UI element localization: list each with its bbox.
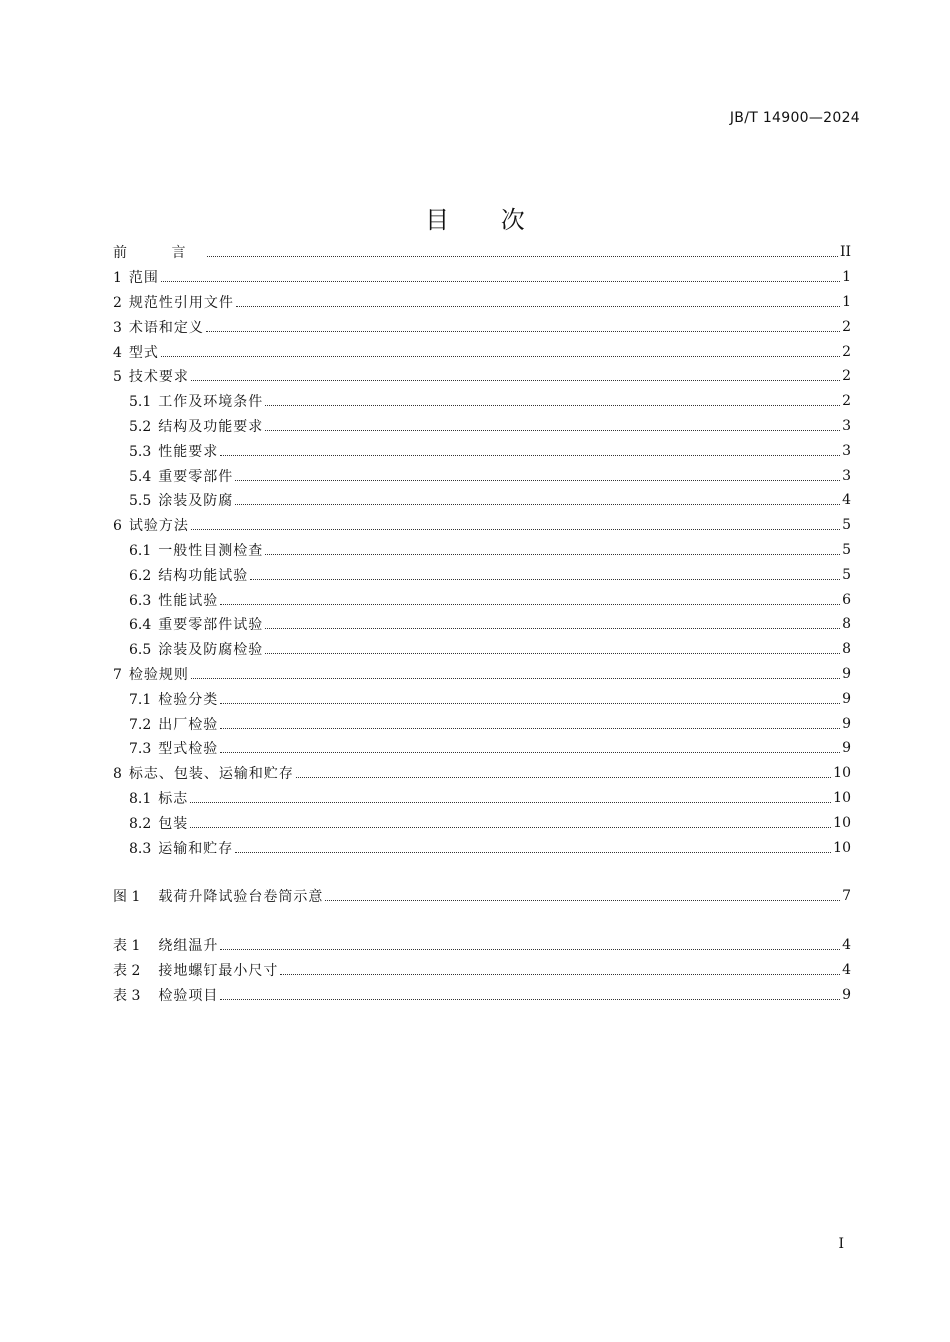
- toc-entry-text: 术语和定义: [128, 319, 204, 336]
- section-gap: [113, 860, 851, 884]
- toc-entry-text: 型式检验: [158, 741, 219, 758]
- toc-entry-number: 6.4: [129, 617, 152, 634]
- toc-entry-page: 2: [842, 318, 851, 335]
- dot-leader: [190, 793, 831, 803]
- toc-entry-label: [129, 540, 263, 560]
- toc-entry-number: 6: [113, 518, 122, 535]
- toc-entry-number: 8.3: [129, 840, 152, 857]
- toc-entry[interactable]: [113, 786, 851, 811]
- toc-entry-page: 4: [842, 492, 851, 509]
- toc-entry-text: 标志、包装、运输和贮存: [128, 766, 294, 783]
- page-number: I: [838, 1236, 844, 1252]
- toc-entry[interactable]: [113, 958, 851, 983]
- dot-leader: [220, 694, 840, 704]
- dot-leader: [265, 396, 840, 406]
- toc-entry-page: 8: [842, 616, 851, 633]
- dot-leader: [280, 965, 840, 975]
- toc-entry-label: [113, 515, 189, 535]
- standard-code: JB/T 14900—2024: [729, 110, 860, 126]
- toc-entry-number: 5.5: [129, 493, 152, 510]
- toc-entry[interactable]: [113, 364, 851, 389]
- toc-entry-number: 6.1: [129, 542, 152, 559]
- dot-leader: [220, 719, 840, 729]
- toc-entry-text: 结构功能试验: [158, 567, 249, 584]
- toc-entry[interactable]: [113, 612, 851, 637]
- toc-entry[interactable]: [113, 265, 851, 290]
- toc-entry[interactable]: [113, 538, 851, 563]
- toc-entry-text: 出厂检验: [158, 716, 219, 733]
- dot-leader: [220, 743, 840, 753]
- dot-leader: [220, 446, 840, 456]
- toc-entry[interactable]: [113, 290, 851, 315]
- toc-entry[interactable]: [113, 736, 851, 761]
- toc-entry-page: 9: [842, 740, 851, 757]
- toc-entry-text: 包装: [158, 815, 189, 832]
- toc-entry-page: 3: [842, 442, 851, 459]
- toc-entry-page: 9: [842, 665, 851, 682]
- dot-leader: [220, 990, 840, 1000]
- toc-entry-number: 表 2: [113, 962, 141, 979]
- dot-leader: [206, 322, 840, 332]
- toc-entry-number: 7.1: [129, 691, 152, 708]
- toc-entry-number: 5.4: [129, 468, 152, 485]
- toc-entry-number: 表 1: [113, 938, 141, 955]
- toc-entry-number: 表 3: [113, 987, 141, 1004]
- toc-entry-page: 9: [842, 715, 851, 732]
- toc-entry-label: [113, 267, 159, 287]
- toc-entry-page: 3: [842, 417, 851, 434]
- toc-entry-label: [113, 886, 323, 906]
- toc-entry-text: 型式: [128, 344, 159, 361]
- page-title: 目 次: [425, 206, 547, 234]
- toc-entry-page: 6: [842, 591, 851, 608]
- toc-entry-text: 重要零部件试验: [158, 617, 264, 634]
- toc-entry-number: 8: [113, 766, 122, 783]
- toc-entry-page: 4: [842, 961, 851, 978]
- toc-entry-page: 2: [842, 393, 851, 410]
- toc-entry-label: [129, 391, 263, 411]
- toc-entry[interactable]: [113, 314, 851, 339]
- toc-entry-number: 5: [113, 369, 122, 386]
- toc-entry-page: 2: [842, 368, 851, 385]
- toc-entry-label: [129, 788, 188, 808]
- toc-entry-label: [129, 813, 188, 833]
- toc-entry-page: 10: [833, 765, 851, 782]
- toc-entry-label: [129, 590, 218, 610]
- toc-entry-number: 1: [113, 270, 122, 287]
- toc-entry-page: 2: [842, 343, 851, 360]
- dot-leader: [207, 247, 837, 257]
- dot-leader: [265, 644, 840, 654]
- toc-entry[interactable]: [113, 562, 851, 587]
- toc-entry-label: [113, 366, 189, 386]
- toc-entry[interactable]: [113, 711, 851, 736]
- toc-entry-label: [129, 614, 263, 634]
- toc-entry-number: 2: [113, 294, 122, 311]
- toc-entry-text: 运输和贮存: [158, 840, 234, 857]
- toc-entry-text: 试验方法: [128, 518, 189, 535]
- toc-entry-text: 范围: [128, 270, 159, 287]
- toc-entry-page: 1: [842, 293, 851, 310]
- toc-entry-page: 5: [842, 541, 851, 558]
- toc-entry[interactable]: [113, 488, 851, 513]
- toc-entry[interactable]: [113, 662, 851, 687]
- toc-entry-page: 10: [833, 814, 851, 831]
- toc-entry-number: 6.5: [129, 642, 152, 659]
- toc-entry-page: 8: [842, 641, 851, 658]
- toc-entry-page: 10: [833, 839, 851, 856]
- dot-leader: [191, 520, 840, 530]
- toc-entry-page: 10: [833, 789, 851, 806]
- toc-entry-page: 7: [842, 888, 851, 905]
- toc-entry-page: 4: [842, 937, 851, 954]
- toc-entry[interactable]: [113, 761, 851, 786]
- dot-leader: [250, 570, 840, 580]
- toc-entry-label: [113, 935, 218, 955]
- dot-leader: [220, 595, 840, 605]
- toc-entry[interactable]: [113, 339, 851, 364]
- toc-entry-text: 检验分类: [158, 691, 219, 708]
- toc-entry-label: [129, 639, 263, 659]
- toc-entry-number: 5.3: [129, 443, 152, 460]
- toc-entry-label: [113, 292, 234, 312]
- toc-entry-text: 涂装及防腐检验: [158, 642, 264, 659]
- toc-entry[interactable]: [113, 637, 851, 662]
- toc-entry[interactable]: [113, 513, 851, 538]
- toc-entry[interactable]: [113, 933, 851, 958]
- dot-leader: [235, 495, 840, 505]
- table-of-contents: [113, 240, 851, 1007]
- dot-leader: [236, 297, 840, 307]
- dot-leader: [265, 545, 840, 555]
- dot-leader: [325, 891, 840, 901]
- dot-leader: [191, 669, 840, 679]
- dot-leader: [161, 347, 840, 357]
- toc-entry[interactable]: [113, 240, 851, 265]
- toc-entry[interactable]: [113, 884, 851, 909]
- toc-entry-number: 5.2: [129, 418, 152, 435]
- toc-entry-label: [129, 689, 218, 709]
- toc-entry-label: [129, 838, 233, 858]
- toc-entry-label: [113, 242, 205, 262]
- toc-entry-label: [113, 960, 278, 980]
- toc-entry[interactable]: [113, 463, 851, 488]
- toc-entry-number: 7.3: [129, 741, 152, 758]
- dot-leader: [296, 768, 831, 778]
- toc-entry-page: II: [839, 244, 851, 261]
- toc-entry-text: 接地螺钉最小尺寸: [158, 962, 279, 979]
- toc-entry-text: 工作及环境条件: [158, 394, 264, 411]
- dot-leader: [265, 421, 840, 431]
- toc-entry-label: [129, 490, 233, 510]
- dot-leader: [235, 471, 840, 481]
- toc-entry-text: 规范性引用文件: [128, 294, 234, 311]
- toc-entry-text: 性能试验: [158, 592, 219, 609]
- toc-entry-label: [129, 714, 218, 734]
- toc-entry-number: 3: [113, 319, 122, 336]
- toc-entry-text: 性能要求: [158, 443, 219, 460]
- toc-entry-text: 一般性目测检查: [158, 542, 264, 559]
- toc-entry-label: [113, 985, 218, 1005]
- dot-leader: [190, 818, 831, 828]
- toc-entry-page: 5: [842, 566, 851, 583]
- toc-entry-text: 绕组温升: [158, 938, 219, 955]
- toc-entry-text: 标志: [158, 790, 189, 807]
- dot-leader: [220, 940, 840, 950]
- dot-leader: [235, 843, 831, 853]
- toc-entry-page: 5: [842, 517, 851, 534]
- toc-entry-label: [113, 342, 159, 362]
- toc-entry[interactable]: [113, 810, 851, 835]
- dot-leader: [161, 272, 840, 282]
- toc-entry[interactable]: [113, 389, 851, 414]
- toc-entry-number: 6.3: [129, 592, 152, 609]
- toc-entry[interactable]: [113, 414, 851, 439]
- section-gap: [113, 909, 851, 933]
- toc-entry[interactable]: [113, 982, 851, 1007]
- toc-entry-text: 检验规则: [128, 666, 189, 683]
- toc-entry-number: 8.1: [129, 790, 152, 807]
- dot-leader: [191, 371, 840, 381]
- toc-entry-label: [129, 416, 263, 436]
- toc-entry[interactable]: [113, 587, 851, 612]
- toc-entry-label: [129, 441, 218, 461]
- toc-entry-page: 3: [842, 467, 851, 484]
- toc-entry-number: 图 1: [113, 889, 141, 906]
- toc-entry-number: 6.2: [129, 567, 152, 584]
- toc-entry-number: 8.2: [129, 815, 152, 832]
- toc-entry-label: [113, 763, 294, 783]
- toc-entry-number: 4: [113, 344, 122, 361]
- toc-entry-page: 1: [842, 269, 851, 286]
- toc-entry-number: 5.1: [129, 394, 152, 411]
- toc-entry-label: [129, 565, 248, 585]
- toc-entry-label: [113, 664, 189, 684]
- toc-entry-number: 7.2: [129, 716, 152, 733]
- toc-entry-text: 重要零部件: [158, 468, 234, 485]
- toc-entry-page: 9: [842, 690, 851, 707]
- toc-entry-label: [129, 466, 233, 486]
- toc-entry[interactable]: [113, 686, 851, 711]
- toc-entry-text: 涂装及防腐: [158, 493, 234, 510]
- toc-entry-label: [129, 738, 218, 758]
- toc-entry-text: 前 言: [113, 245, 206, 262]
- toc-entry[interactable]: [113, 438, 851, 463]
- toc-entry-text: 技术要求: [128, 369, 189, 386]
- toc-entry-text: 载荷升降试验台卷筒示意: [158, 889, 324, 906]
- toc-entry-label: [113, 317, 204, 337]
- toc-entry-number: 7: [113, 666, 122, 683]
- toc-entry[interactable]: [113, 835, 851, 860]
- toc-entry-text: 结构及功能要求: [158, 418, 264, 435]
- toc-entry-page: 9: [842, 986, 851, 1003]
- dot-leader: [265, 619, 840, 629]
- toc-entry-text: 检验项目: [158, 987, 219, 1004]
